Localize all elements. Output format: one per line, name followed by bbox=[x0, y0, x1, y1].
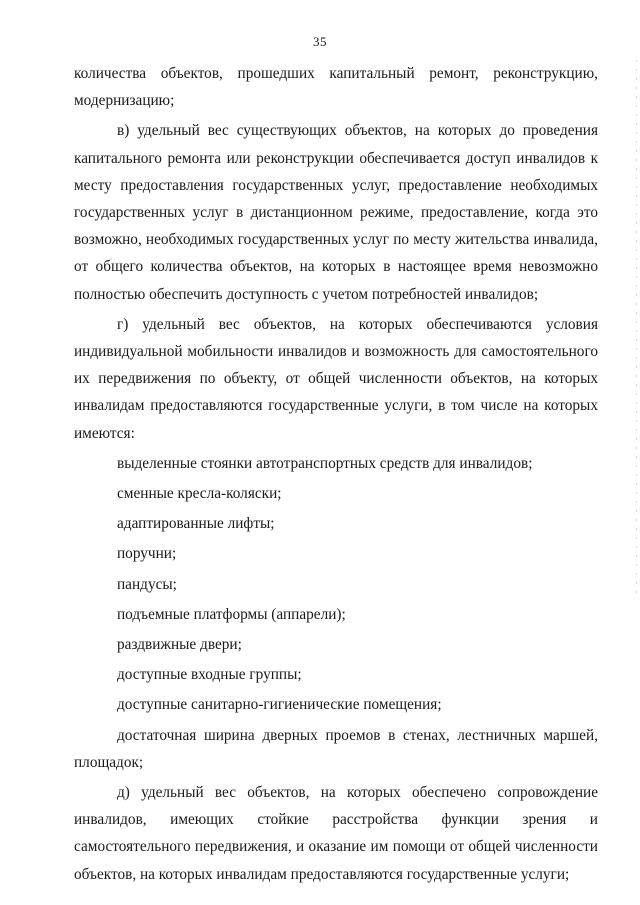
paragraph-item-g: г) удельный вес объектов, на которых обеспечиваются условия индивидуальной мобильности инвалидов и возможность для самостоятельного их передвижения по объекту, от общей численности объектов, на которых инвалидам предоставляются государственные услуги, в том числе на которых имеются: bbox=[74, 315, 598, 442]
facility-list bbox=[74, 450, 598, 776]
list-item: выделенные стоянки автотранспортных средств для инвалидов; bbox=[117, 454, 533, 472]
list-item: доступные санитарно-гигиенические помещения; bbox=[117, 696, 442, 714]
list-item: подъемные платформы (аппарели); bbox=[117, 605, 346, 623]
list-item: доступные входные группы; bbox=[117, 666, 302, 684]
list-item: поручни; bbox=[117, 545, 177, 563]
document-body bbox=[74, 60, 598, 888]
paragraph-continuation: количества объектов, прошедших капитальный ремонт, реконструкцию, модернизацию; bbox=[74, 65, 598, 110]
paragraph-item-d: д) удельный вес объектов, на которых обеспечено сопровождение инвалидов, имеющих стойкие расстройства функции зрения и самостоятельного передвижения, и оказание им помощи от общей численности объектов, на которых инвалидам предоставляются государственные услуги; bbox=[74, 784, 598, 883]
list-item: адаптированные лифты; bbox=[117, 515, 275, 533]
list-item: раздвижные двери; bbox=[117, 636, 242, 654]
paragraph-item-v: в) удельный вес существующих объектов, на которых до проведения капитального ремонта или реконструкции обеспечивается доступ инвалидов к месту предоставления государственных услуг, предоставление необходимых государственных услуг в дистанционном режиме, предоставление, когда это возможно, необходимых государственных услуг по месту жительства инвалида, от общего количества объектов, на которых в настоящее время невозможно полностью обеспечить доступность с учетом потребностей инвалидов; bbox=[74, 122, 598, 303]
scan-edge-mark bbox=[636, 60, 637, 600]
list-item: пандусы; bbox=[117, 575, 177, 593]
list-item: достаточная ширина дверных проемов в стенах, лестничных маршей, площадок; bbox=[74, 726, 598, 771]
list-item: сменные кресла-коляски; bbox=[117, 485, 282, 503]
page-number: 35 bbox=[313, 34, 327, 49]
